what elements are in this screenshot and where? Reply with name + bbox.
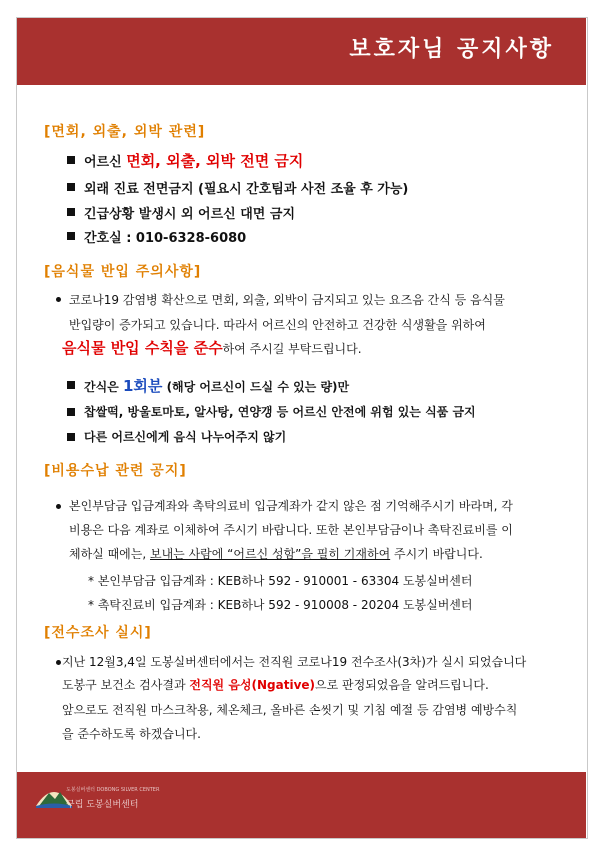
- bullet-square: [67, 381, 75, 389]
- food-item-3: 다른 어르신에게 음식 나누어주지 않기: [84, 430, 287, 444]
- section-title-visit: [면회, 외출, 외박 관련]: [44, 124, 206, 140]
- food-line-1: 코로나19 감염병 확산으로 면회, 외출, 외박이 금지되고 있는 요즈음 간식 등 음식물: [69, 293, 505, 307]
- food-line-2: 반입량이 증가되고 있습니다. 따라서 어르신의 안전하고 건강한 식생활을 위하여: [69, 318, 486, 332]
- billing-account-1: * 본인부담금 입금계좌 : KEB하나 592 - 910001 - 63304 도봉실버센터: [88, 574, 473, 588]
- survey-line-1: 지난 12월3,4일 도봉실버센터에서는 전직원 코로나19 전수조사(3차)가 실시 되었습니다: [62, 655, 527, 669]
- bullet-square: [67, 433, 75, 441]
- survey-line-3: 앞으로도 전직원 마스크착용, 체온체크, 올바른 손씻기 및 기침 예절 등 감염병 예방수칙: [62, 703, 518, 717]
- bullet-dot: [56, 660, 61, 665]
- section-title-food: [음식물 반입 주의사항]: [44, 264, 202, 280]
- bullet-square: [67, 208, 75, 216]
- footer-org-name: 구립 도봉실버센터: [66, 800, 139, 810]
- visit-item-3: 긴급상황 발생시 외 어르신 대면 금지: [84, 207, 295, 222]
- page-title: 보호자님 공지사항: [349, 37, 554, 62]
- billing-line-2: 비용은 다음 계좌로 이체하여 주시기 바랍니다. 또한 본인부담금이나 촉탁진료비를 이: [69, 523, 513, 537]
- bullet-square: [67, 232, 75, 240]
- bullet-dot: [56, 297, 61, 302]
- bullet-square: [67, 183, 75, 191]
- survey-line-4: 을 준수하도록 하겠습니다.: [62, 727, 201, 741]
- bullet-square: [67, 408, 75, 416]
- food-line-3: 음식물 반입 수칙을 준수하여 주시길 부탁드립니다.: [62, 339, 362, 357]
- food-item-1: 간식은 1회분 (해당 어르신이 드실 수 있는 량)만: [84, 377, 350, 395]
- billing-account-2: * 촉탁진료비 입금계좌 : KEB하나 592 - 910008 - 20204 도봉실버센터: [88, 598, 473, 612]
- bullet-square: [67, 156, 75, 164]
- food-item-2: 찹쌀떡, 방울토마토, 알사탕, 연양갱 등 어르신 안전에 위험 있는 식품 금지: [84, 405, 476, 419]
- footer-org-subtitle: 도봉실버센터 DOBONG SILVER CENTER: [66, 787, 160, 793]
- billing-line-1: 본인부담금 입금계좌와 촉탁의료비 입금계좌가 같지 않은 점 기억해주시기 바라며, 각: [69, 499, 513, 513]
- survey-line-2: 도봉구 보건소 검사결과 전직원 음성(Ngative)으로 판정되었음을 알려드립니다.: [62, 678, 489, 692]
- section-title-billing: [비용수납 관련 공지]: [44, 463, 187, 479]
- visit-item-2: 외래 진료 전면금지 (필요시 간호팀과 사전 조율 후 가능): [84, 182, 409, 197]
- visit-item-4: 간호실 : 010-6328-6080: [84, 231, 247, 246]
- visit-item-1: 어르신 면회, 외출, 외박 전면 금지: [84, 152, 304, 170]
- billing-line-3: 체하실 때에는, 보내는 사람에 “어르신 성함”을 필히 기재하여 주시기 바랍니다.: [69, 547, 483, 561]
- bullet-dot: [56, 504, 61, 509]
- section-title-survey: [전수조사 실시]: [44, 625, 152, 641]
